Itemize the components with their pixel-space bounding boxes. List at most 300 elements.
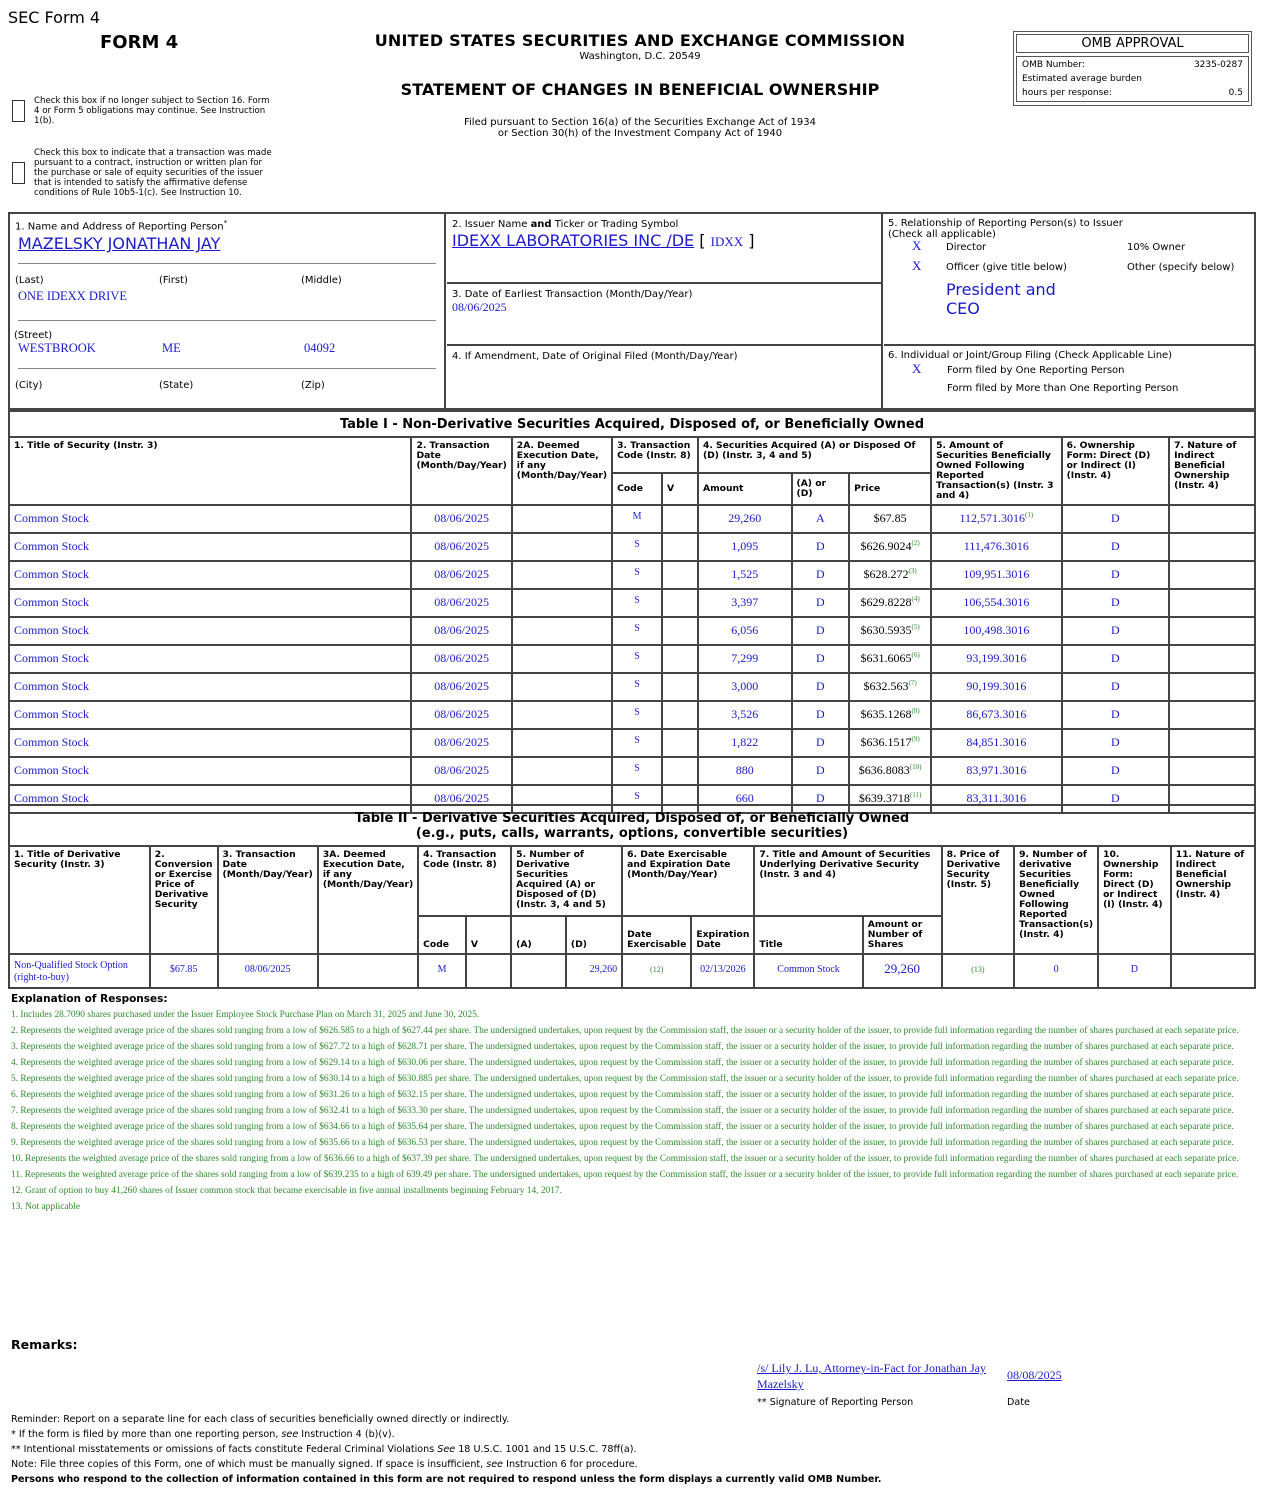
- last-label: (Last): [15, 275, 44, 287]
- ownership-form: D: [1062, 533, 1170, 561]
- box6-label: 6. Individual or Joint/Group Filing (Check Applicable Line): [888, 350, 1173, 361]
- t2-subheader-code: Code: [418, 916, 466, 954]
- price: $67.85: [873, 511, 907, 525]
- disposed: 29,260: [566, 954, 622, 988]
- box2-label-rest: Ticker or Trading Symbol: [551, 219, 679, 230]
- transaction-code: S: [612, 673, 662, 701]
- underlying-title: Common Stock: [754, 954, 862, 988]
- price-cell: [849, 589, 931, 617]
- table-1-non-derivative: [8, 410, 1256, 814]
- footnote: 9. Represents the weighted average price of the shares sold ranging from a low of $635.66 to a high of $636.53 per share. The undersigned undertakes, upon request by the Commission staff, the issuer or a security holder of the issuer, to provide full information regarding the number of shares purchased at each separate price.: [11, 1138, 1234, 1148]
- t2-header-number: 5. Number of Derivative Securities Acquired (A) or Disposed of (D) (Instr. 3, 4 and 5): [511, 846, 622, 916]
- price-cell: [849, 533, 931, 561]
- amount: 1,525: [698, 561, 792, 589]
- rule10b5-checkbox[interactable]: [12, 162, 25, 184]
- derivative-price-footnote[interactable]: (13): [942, 954, 1015, 988]
- price: $632.563: [863, 679, 909, 693]
- table-row: [9, 561, 1255, 589]
- underlying-amount: 29,260: [863, 954, 942, 988]
- t2-subheader-a: (A): [511, 916, 566, 954]
- price: $628.272: [863, 567, 909, 581]
- box2-label: 2. Issuer Name: [452, 219, 531, 230]
- price-cell: [849, 645, 931, 673]
- acquired-disposed: D: [792, 561, 850, 589]
- price-cell: [849, 673, 931, 701]
- omb-hours-label: hours per response:: [1022, 88, 1112, 98]
- derivative-title: Non-Qualified Stock Option (right-to-buy): [9, 954, 150, 988]
- price-footnote[interactable]: (6): [911, 651, 920, 659]
- owned-following: 86,673.3016: [966, 707, 1027, 721]
- ownership-form: D: [1062, 505, 1170, 533]
- ticker-symbol: IDXX: [710, 234, 744, 249]
- price-footnote[interactable]: (4): [911, 595, 920, 603]
- owned-cell: [931, 533, 1062, 561]
- owned-following: 93,199.3016: [966, 651, 1027, 665]
- transaction-code: M: [418, 954, 466, 988]
- deemed-date: [512, 505, 612, 533]
- ownership-form: D: [1062, 757, 1170, 785]
- table-2-caption-line-2: (e.g., puts, calls, warrants, options, convertible securities): [415, 826, 849, 841]
- ownership-form: D: [1062, 673, 1170, 701]
- footnote: 5. Represents the weighted average price of the shares sold ranging from a low of $630.14 to a high of $630.885 per share. The undersigned undertakes, upon request by the Commission staff, the issuer or a security holder of the issuer, to provide full information regarding the number of shares purchased at each separate price.: [11, 1074, 1239, 1084]
- date-exercisable-footnote[interactable]: (12): [622, 954, 691, 988]
- ownership-form: D: [1098, 954, 1171, 988]
- conversion-price: $67.85: [150, 954, 218, 988]
- form-label: FORM 4: [100, 32, 179, 53]
- indirect-nature: [1169, 701, 1255, 729]
- table-row: [9, 729, 1255, 757]
- t2-subheader-amount: Amount or Number of Shares: [863, 916, 942, 954]
- transaction-date: 08/06/2025: [411, 757, 511, 785]
- t1-header-date: 2. Transaction Date (Month/Day/Year): [411, 437, 511, 505]
- table-row: [9, 645, 1255, 673]
- owned-cell: [931, 617, 1062, 645]
- footnote: 4. Represents the weighted average price of the shares sold ranging from a low of $629.14 to a high of $630.06 per share. The undersigned undertakes, upon request by the Commission staff, the issuer or a security holder of the issuer, to provide full information regarding the number of shares purchased at each separate price.: [11, 1058, 1234, 1068]
- table-row: [9, 757, 1255, 785]
- signature-label: ** Signature of Reporting Person: [757, 1397, 914, 1408]
- table-2-caption: [9, 805, 1255, 846]
- other-label: Other (specify below): [1127, 262, 1235, 273]
- price: $636.8083: [858, 763, 910, 777]
- transaction-date: 08/06/2025: [411, 561, 511, 589]
- deemed-date: [512, 617, 612, 645]
- ownership-form: D: [1062, 617, 1170, 645]
- footnote: 13. Not applicable: [11, 1202, 80, 1212]
- t1-header-code: 3. Transaction Code (Instr. 8): [612, 437, 698, 473]
- acquired-disposed: D: [792, 673, 850, 701]
- acquired-disposed: D: [792, 645, 850, 673]
- security-title: Common Stock: [9, 729, 411, 757]
- amount: 3,397: [698, 589, 792, 617]
- table-row: [9, 673, 1255, 701]
- v-flag: [466, 954, 511, 988]
- omb-title: OMB APPROVAL: [1016, 34, 1249, 53]
- price-cell: [849, 701, 931, 729]
- transaction-date: 08/06/2025: [411, 505, 511, 533]
- transaction-date: 08/06/2025: [411, 645, 511, 673]
- price: $626.9024: [860, 539, 912, 553]
- owned-cell: [931, 701, 1062, 729]
- v-flag: [662, 561, 698, 589]
- transaction-date: 08/06/2025: [411, 673, 511, 701]
- acquired-disposed: D: [792, 589, 850, 617]
- t1-subheader-code: Code: [612, 473, 662, 505]
- deemed-date: [318, 954, 418, 988]
- amount: 29,260: [698, 505, 792, 533]
- t2-subheader-expiration: Expiration Date: [691, 916, 754, 954]
- owned-following: 83,971.3016: [966, 763, 1027, 777]
- signature-labels: [757, 1397, 1030, 1408]
- indirect-nature: [1169, 589, 1255, 617]
- v-flag: [662, 533, 698, 561]
- t2-subheader-date-exercisable: Date Exercisable: [622, 916, 691, 954]
- owned-cell: [931, 505, 1062, 533]
- v-flag: [662, 673, 698, 701]
- explanation-heading: Explanation of Responses:: [11, 993, 168, 1005]
- owned-following: 83,311.3016: [966, 791, 1027, 805]
- security-title: Common Stock: [9, 673, 411, 701]
- officer-title-line-2: CEO: [946, 299, 980, 318]
- indirect-nature: [1169, 757, 1255, 785]
- box5-label-1: 5. Relationship of Reporting Person(s) to Issuer: [888, 218, 1123, 229]
- transaction-code: S: [612, 645, 662, 673]
- state-value: ME: [162, 341, 181, 356]
- owned-cell: [931, 561, 1062, 589]
- omb-approval-box: [1013, 31, 1252, 106]
- box1-asterisk: *: [223, 219, 228, 227]
- section16-check-text: Check this box if no longer subject to Section 16. Form 4 or Form 5 obligations may continue. See Instruction 1(b).: [34, 96, 270, 126]
- transaction-date: 08/06/2025: [411, 617, 511, 645]
- footnote: 10. Represents the weighted average price of the shares sold ranging from a low of $636.66 to a high of $637.39 per share. The undersigned undertakes, upon request by the Commission staff, the issuer or a security holder of the issuer, to provide full information regarding the number of shares purchased at each separate price.: [11, 1154, 1239, 1164]
- indirect-nature: [1171, 954, 1255, 988]
- price-cell: [849, 505, 931, 533]
- agency-city: Washington, D.C. 20549: [579, 51, 701, 62]
- multi-person-label: Form filed by More than One Reporting Person: [947, 383, 1179, 394]
- price-footnote[interactable]: (7): [908, 679, 917, 687]
- city-value: WESTBROOK: [18, 341, 96, 356]
- table-row: [9, 589, 1255, 617]
- footnote: 3. Represents the weighted average price of the shares sold ranging from a low of $627.72 to a high of $628.71 per share. The undersigned undertakes, upon request by the Commission staff, the issuer or a security holder of the issuer, to provide full information regarding the number of shares purchased at each separate price.: [11, 1042, 1234, 1052]
- footnote: 11. Represents the weighted average price of the shares sold ranging from a low of $639.235 to a high of 639.49 per share. The undersigned undertakes, upon request by the Commission staff, the issuer or a security holder of the issuer, to provide full information regarding the number of shares purchased at each separate price.: [11, 1170, 1239, 1180]
- t2-header-owned: 9. Number of derivative Securities Beneficially Owned Following Reported Transaction(s) (Instr. 4): [1014, 846, 1098, 954]
- v-flag: [662, 757, 698, 785]
- indirect-nature: [1169, 645, 1255, 673]
- price-cell: [849, 617, 931, 645]
- section16-check: [12, 96, 274, 126]
- section16-checkbox[interactable]: [12, 100, 25, 122]
- price-cell: [849, 757, 931, 785]
- transaction-code: S: [612, 617, 662, 645]
- t2-subheader-title: Title: [754, 916, 862, 954]
- omb-number-label: OMB Number:: [1022, 60, 1085, 70]
- indirect-nature: [1169, 673, 1255, 701]
- footnote: 1. Includes 28.7090 shares purchased under the Issuer Employee Stock Purchase Plan on March 31, 2025 and June 30, 2025.: [11, 1010, 480, 1020]
- ticker-bracket-open: [: [699, 231, 706, 250]
- owned-cell: [931, 589, 1062, 617]
- first-label: (First): [159, 275, 188, 287]
- price-footnote[interactable]: (2): [911, 539, 920, 547]
- one-person-label: Form filed by One Reporting Person: [947, 365, 1125, 376]
- owned-following: 84,851.3016: [966, 735, 1027, 749]
- amendment-box: [447, 346, 883, 408]
- box4-label: 4. If Amendment, Date of Original Filed (Month/Day/Year): [452, 351, 738, 362]
- form-footer: [11, 1412, 881, 1487]
- owned-cell: [931, 757, 1062, 785]
- transaction-date: 08/06/2025: [411, 785, 511, 813]
- price-footnote[interactable]: (8): [911, 707, 920, 715]
- agency-name: UNITED STATES SECURITIES AND EXCHANGE COMMISSION: [374, 31, 906, 50]
- footnote: 2. Represents the weighted average price of the shares sold ranging from a low of $626.585 to a high of $627.44 per share. The undersigned undertakes, upon request by the Commission staff, the issuer or a security holder of the issuer, to provide full information regarding the number of shares purchased at each separate price.: [11, 1026, 1239, 1036]
- owned-footnote[interactable]: (1): [1025, 511, 1034, 519]
- earliest-transaction-date: 08/06/2025: [452, 300, 507, 314]
- reminder-text: Reminder: Report on a separate line for each class of securities beneficially owned directly or indirectly.: [11, 1414, 510, 1425]
- owned-following: 112,571.3016: [959, 511, 1026, 525]
- middle-label: (Middle): [301, 275, 342, 287]
- transaction-code: S: [612, 701, 662, 729]
- box3-label: 3. Date of Earliest Transaction (Month/Day/Year): [452, 289, 693, 300]
- owned-cell: [931, 645, 1062, 673]
- footnote: 7. Represents the weighted average price of the shares sold ranging from a low of $632.41 to a high of $633.30 per share. The undersigned undertakes, upon request by the Commission staff, the issuer or a security holder of the issuer, to provide full information regarding the number of shares purchased at each separate price.: [11, 1106, 1234, 1116]
- acquired-disposed: A: [792, 505, 850, 533]
- price: $630.5935: [860, 623, 912, 637]
- street-label: (Street): [14, 330, 53, 342]
- amount: 6,056: [698, 617, 792, 645]
- owned-following: 109,951.3016: [963, 567, 1030, 581]
- v-flag: [662, 701, 698, 729]
- director-label: Director: [946, 242, 987, 253]
- owned-cell: [931, 673, 1062, 701]
- security-title: Common Stock: [9, 561, 411, 589]
- explanation-of-responses: [11, 993, 1256, 1217]
- t1-header-title: 1. Title of Security (Instr. 3): [9, 437, 411, 505]
- t1-subheader-price: Price: [849, 473, 931, 505]
- box1-label: 1. Name and Address of Reporting Person: [15, 221, 224, 233]
- omb-notice: Persons who respond to the collection of information contained in this form are not required to respond unless the form displays a currently valid OMB Number.: [11, 1474, 882, 1485]
- table-row: [9, 505, 1255, 533]
- security-title: Common Stock: [9, 757, 411, 785]
- amount: 7,299: [698, 645, 792, 673]
- zip-value: 04092: [304, 341, 336, 356]
- transaction-code: S: [612, 757, 662, 785]
- security-title: Common Stock: [9, 617, 411, 645]
- issuer-box: [447, 214, 883, 284]
- reporting-person-box: [10, 214, 446, 408]
- v-flag: [662, 505, 698, 533]
- t1-header-nature: 7. Nature of Indirect Beneficial Ownership (Instr. 4): [1169, 437, 1255, 505]
- officer-title-line-1: President and: [946, 280, 1056, 299]
- price-footnote[interactable]: (9): [911, 735, 920, 743]
- remarks-heading: Remarks:: [11, 1337, 78, 1352]
- t2-header-underlying: 7. Title and Amount of Securities Underlying Derivative Security (Instr. 3 and 4): [754, 846, 941, 916]
- table-row: [9, 701, 1255, 729]
- omb-burden-label: Estimated average burden: [1022, 74, 1142, 84]
- rule10b5-check: [12, 148, 274, 198]
- expiration-date: 02/13/2026: [691, 954, 754, 988]
- t2-subheader-v: V: [466, 916, 511, 954]
- one-person-mark[interactable]: X: [912, 361, 922, 376]
- price: $629.8228: [860, 595, 912, 609]
- filed-line-1: Filed pursuant to Section 16(a) of the Securities Exchange Act of 1934: [464, 117, 816, 128]
- v-flag: [662, 645, 698, 673]
- deemed-date: [512, 701, 612, 729]
- t1-subheader-v: V: [662, 473, 698, 505]
- director-mark[interactable]: X: [912, 238, 922, 253]
- transaction-date: 08/06/2025: [411, 589, 511, 617]
- t2-header-deriv-price: 8. Price of Derivative Security (Instr. 5): [942, 846, 1015, 954]
- t2-header-deemed: 3A. Deemed Execution Date, if any (Month/Day/Year): [318, 846, 418, 954]
- t1-header-owned: 5. Amount of Securities Beneficially Owned Following Reported Transaction(s) (Instr. 3 and 4): [931, 437, 1062, 505]
- multi-filer-note: * If the form is filed by more than one reporting person, see Instruction 4 (b)(v).: [11, 1429, 395, 1440]
- price-cell: [849, 729, 931, 757]
- table-row: [9, 533, 1255, 561]
- t1-header-form: 6. Ownership Form: Direct (D) or Indirect (I) (Instr. 4): [1062, 437, 1170, 505]
- price-footnote[interactable]: (3): [908, 567, 917, 575]
- indirect-nature: [1169, 505, 1255, 533]
- security-title: Common Stock: [9, 701, 411, 729]
- price-footnote[interactable]: (11): [909, 791, 922, 799]
- footnote: 12. Grant of option to buy 41,260 shares of Issuer common stock that became exercisable in five annual installments beginning February 14, 2017.: [11, 1186, 562, 1196]
- acquired: [511, 954, 566, 988]
- t2-header-code: 4. Transaction Code (Instr. 8): [418, 846, 511, 916]
- t2-header-conversion: 2. Conversion or Exercise Price of Derivative Security: [150, 846, 218, 954]
- reporting-info-section: [8, 212, 1256, 410]
- amount: 3,526: [698, 701, 792, 729]
- ownership-form: D: [1062, 561, 1170, 589]
- box5-label-2: (Check all applicable): [888, 229, 996, 240]
- t2-header-nature: 11. Nature of Indirect Beneficial Ownership (Instr. 4): [1171, 846, 1255, 954]
- transaction-date: 08/06/2025: [411, 729, 511, 757]
- statement-title: STATEMENT OF CHANGES IN BENEFICIAL OWNERSHIP: [400, 80, 880, 99]
- amount: 1,822: [698, 729, 792, 757]
- v-flag: [662, 729, 698, 757]
- deemed-date: [512, 645, 612, 673]
- table-row: [9, 617, 1255, 645]
- transaction-code: S: [612, 589, 662, 617]
- deemed-date: [512, 673, 612, 701]
- indirect-nature: [1169, 617, 1255, 645]
- street-value: ONE IDEXX DRIVE: [18, 289, 128, 304]
- indirect-nature: [1169, 561, 1255, 589]
- t1-subheader-amount: Amount: [698, 473, 792, 505]
- transaction-code: S: [612, 785, 662, 813]
- transaction-code: S: [612, 729, 662, 757]
- zip-label: (Zip): [301, 380, 325, 392]
- table-2-derivative: [8, 804, 1256, 989]
- owned-following: 90,199.3016: [966, 679, 1027, 693]
- security-title: Common Stock: [9, 505, 411, 533]
- price: $639.3718: [858, 791, 910, 805]
- transaction-date: 08/06/2025: [411, 533, 511, 561]
- price: $636.1517: [860, 735, 912, 749]
- transaction-code: S: [612, 561, 662, 589]
- footnote: 8. Represents the weighted average price of the shares sold ranging from a low of $634.66 to a high of $635.64 per share. The undersigned undertakes, upon request by the Commission staff, the issuer or a security holder of the issuer, to provide full information regarding the number of shares purchased at each separate price.: [11, 1122, 1234, 1132]
- deemed-date: [512, 589, 612, 617]
- box2-label-and: and: [530, 219, 552, 230]
- amount: 3,000: [698, 673, 792, 701]
- acquired-disposed: D: [792, 617, 850, 645]
- security-title: Common Stock: [9, 785, 411, 813]
- price: $631.6065: [860, 651, 912, 665]
- ownership-form: D: [1062, 589, 1170, 617]
- t1-subheader-ad: (A) or (D): [792, 473, 850, 505]
- document-title: SEC Form 4: [8, 8, 101, 27]
- omb-number-value: 3235-0287: [1193, 60, 1243, 70]
- table-2-caption-line-1: Table II - Derivative Securities Acquired, Disposed of, or Beneficially Owned: [354, 811, 910, 826]
- t2-header-exercisable: 6. Date Exercisable and Expiration Date (Month/Day/Year): [622, 846, 754, 916]
- omb-hours-value: 0.5: [1228, 88, 1243, 98]
- signature-link[interactable]: /s/ Lily J. Lu, Attorney-in-Fact for Jonathan Jay Mazelsky: [757, 1361, 986, 1391]
- indirect-nature: [1169, 729, 1255, 757]
- transaction-date: 08/06/2025: [218, 954, 318, 988]
- deemed-date: [512, 757, 612, 785]
- owned-following: 100,498.3016: [963, 623, 1030, 637]
- officer-mark[interactable]: X: [912, 258, 922, 273]
- table-row: [9, 954, 1255, 988]
- reporting-person-link[interactable]: MAZELSKY JONATHAN JAY: [18, 234, 221, 254]
- ownership-form: D: [1062, 645, 1170, 673]
- security-title: Common Stock: [9, 533, 411, 561]
- owned-following: 111,476.3016: [963, 539, 1029, 553]
- acquired-disposed: D: [792, 701, 850, 729]
- owned-following: 0: [1014, 954, 1098, 988]
- acquired-disposed: D: [792, 729, 850, 757]
- state-label: (State): [159, 380, 194, 392]
- transaction-code: S: [612, 533, 662, 561]
- agency-header: [370, 31, 910, 139]
- misstatement-note: ** Intentional misstatements or omissions of facts constitute Federal Criminal Violations See 18 U.S.C. 1001 and 15 U.S.C. 78ff(a).: [11, 1444, 637, 1455]
- rule10b5-check-text: Check this box to indicate that a transaction was made pursuant to a contract, instruction or written plan for the purchase or sale of equity securities of the issuer that is intended to satisfy the affirmative defense conditions of Rule 10b5-1(c). See Instruction 10.: [34, 148, 272, 198]
- signature-date-link[interactable]: 08/08/2025: [1007, 1368, 1062, 1382]
- amount: 880: [698, 757, 792, 785]
- city-label: (City): [15, 380, 43, 392]
- t2-header-form: 10. Ownership Form: Direct (D) or Indirect (I) (Instr. 4): [1098, 846, 1171, 954]
- t2-header-date: 3. Transaction Date (Month/Day/Year): [218, 846, 318, 954]
- ownership-form: D: [1062, 701, 1170, 729]
- issuer-link[interactable]: IDEXX LABORATORIES INC /DE: [452, 231, 695, 250]
- indirect-nature: [1169, 533, 1255, 561]
- v-flag: [662, 589, 698, 617]
- security-title: Common Stock: [9, 645, 411, 673]
- amount: 1,095: [698, 533, 792, 561]
- price-cell: [849, 561, 931, 589]
- filed-line-2: or Section 30(h) of the Investment Company Act of 1940: [497, 128, 783, 139]
- copies-note: Note: File three copies of this Form, one of which must be manually signed. If space is insufficient, see Instruction 6 for procedure.: [11, 1459, 638, 1470]
- t2-subheader-d: (D): [566, 916, 622, 954]
- ownership-form: D: [1062, 785, 1170, 813]
- price-footnote[interactable]: (5): [911, 623, 920, 631]
- filing-type-box: [884, 346, 1254, 408]
- transaction-code: M: [612, 505, 662, 533]
- price-footnote[interactable]: (10): [909, 763, 922, 771]
- deemed-date: [512, 561, 612, 589]
- v-flag: [662, 617, 698, 645]
- acquired-disposed: D: [792, 757, 850, 785]
- deemed-date: [512, 729, 612, 757]
- owned-cell: [931, 729, 1062, 757]
- date-label: Date: [1007, 1397, 1030, 1408]
- table-1-caption: Table I - Non-Derivative Securities Acquired, Disposed of, or Beneficially Owned: [9, 411, 1255, 437]
- relationship-box: [884, 214, 1254, 346]
- t1-header-deemed: 2A. Deemed Execution Date, if any (Month/Day/Year): [512, 437, 612, 505]
- transaction-date: 08/06/2025: [411, 701, 511, 729]
- signature-block: [757, 1360, 1062, 1392]
- t1-header-securities: 4. Securities Acquired (A) or Disposed Of (D) (Instr. 3, 4 and 5): [698, 437, 931, 473]
- t2-header-title: 1. Title of Derivative Security (Instr. 3): [9, 846, 150, 954]
- officer-label: Officer (give title below): [946, 262, 1067, 273]
- security-title: Common Stock: [9, 589, 411, 617]
- acquired-disposed: D: [792, 785, 850, 813]
- ownership-form: D: [1062, 729, 1170, 757]
